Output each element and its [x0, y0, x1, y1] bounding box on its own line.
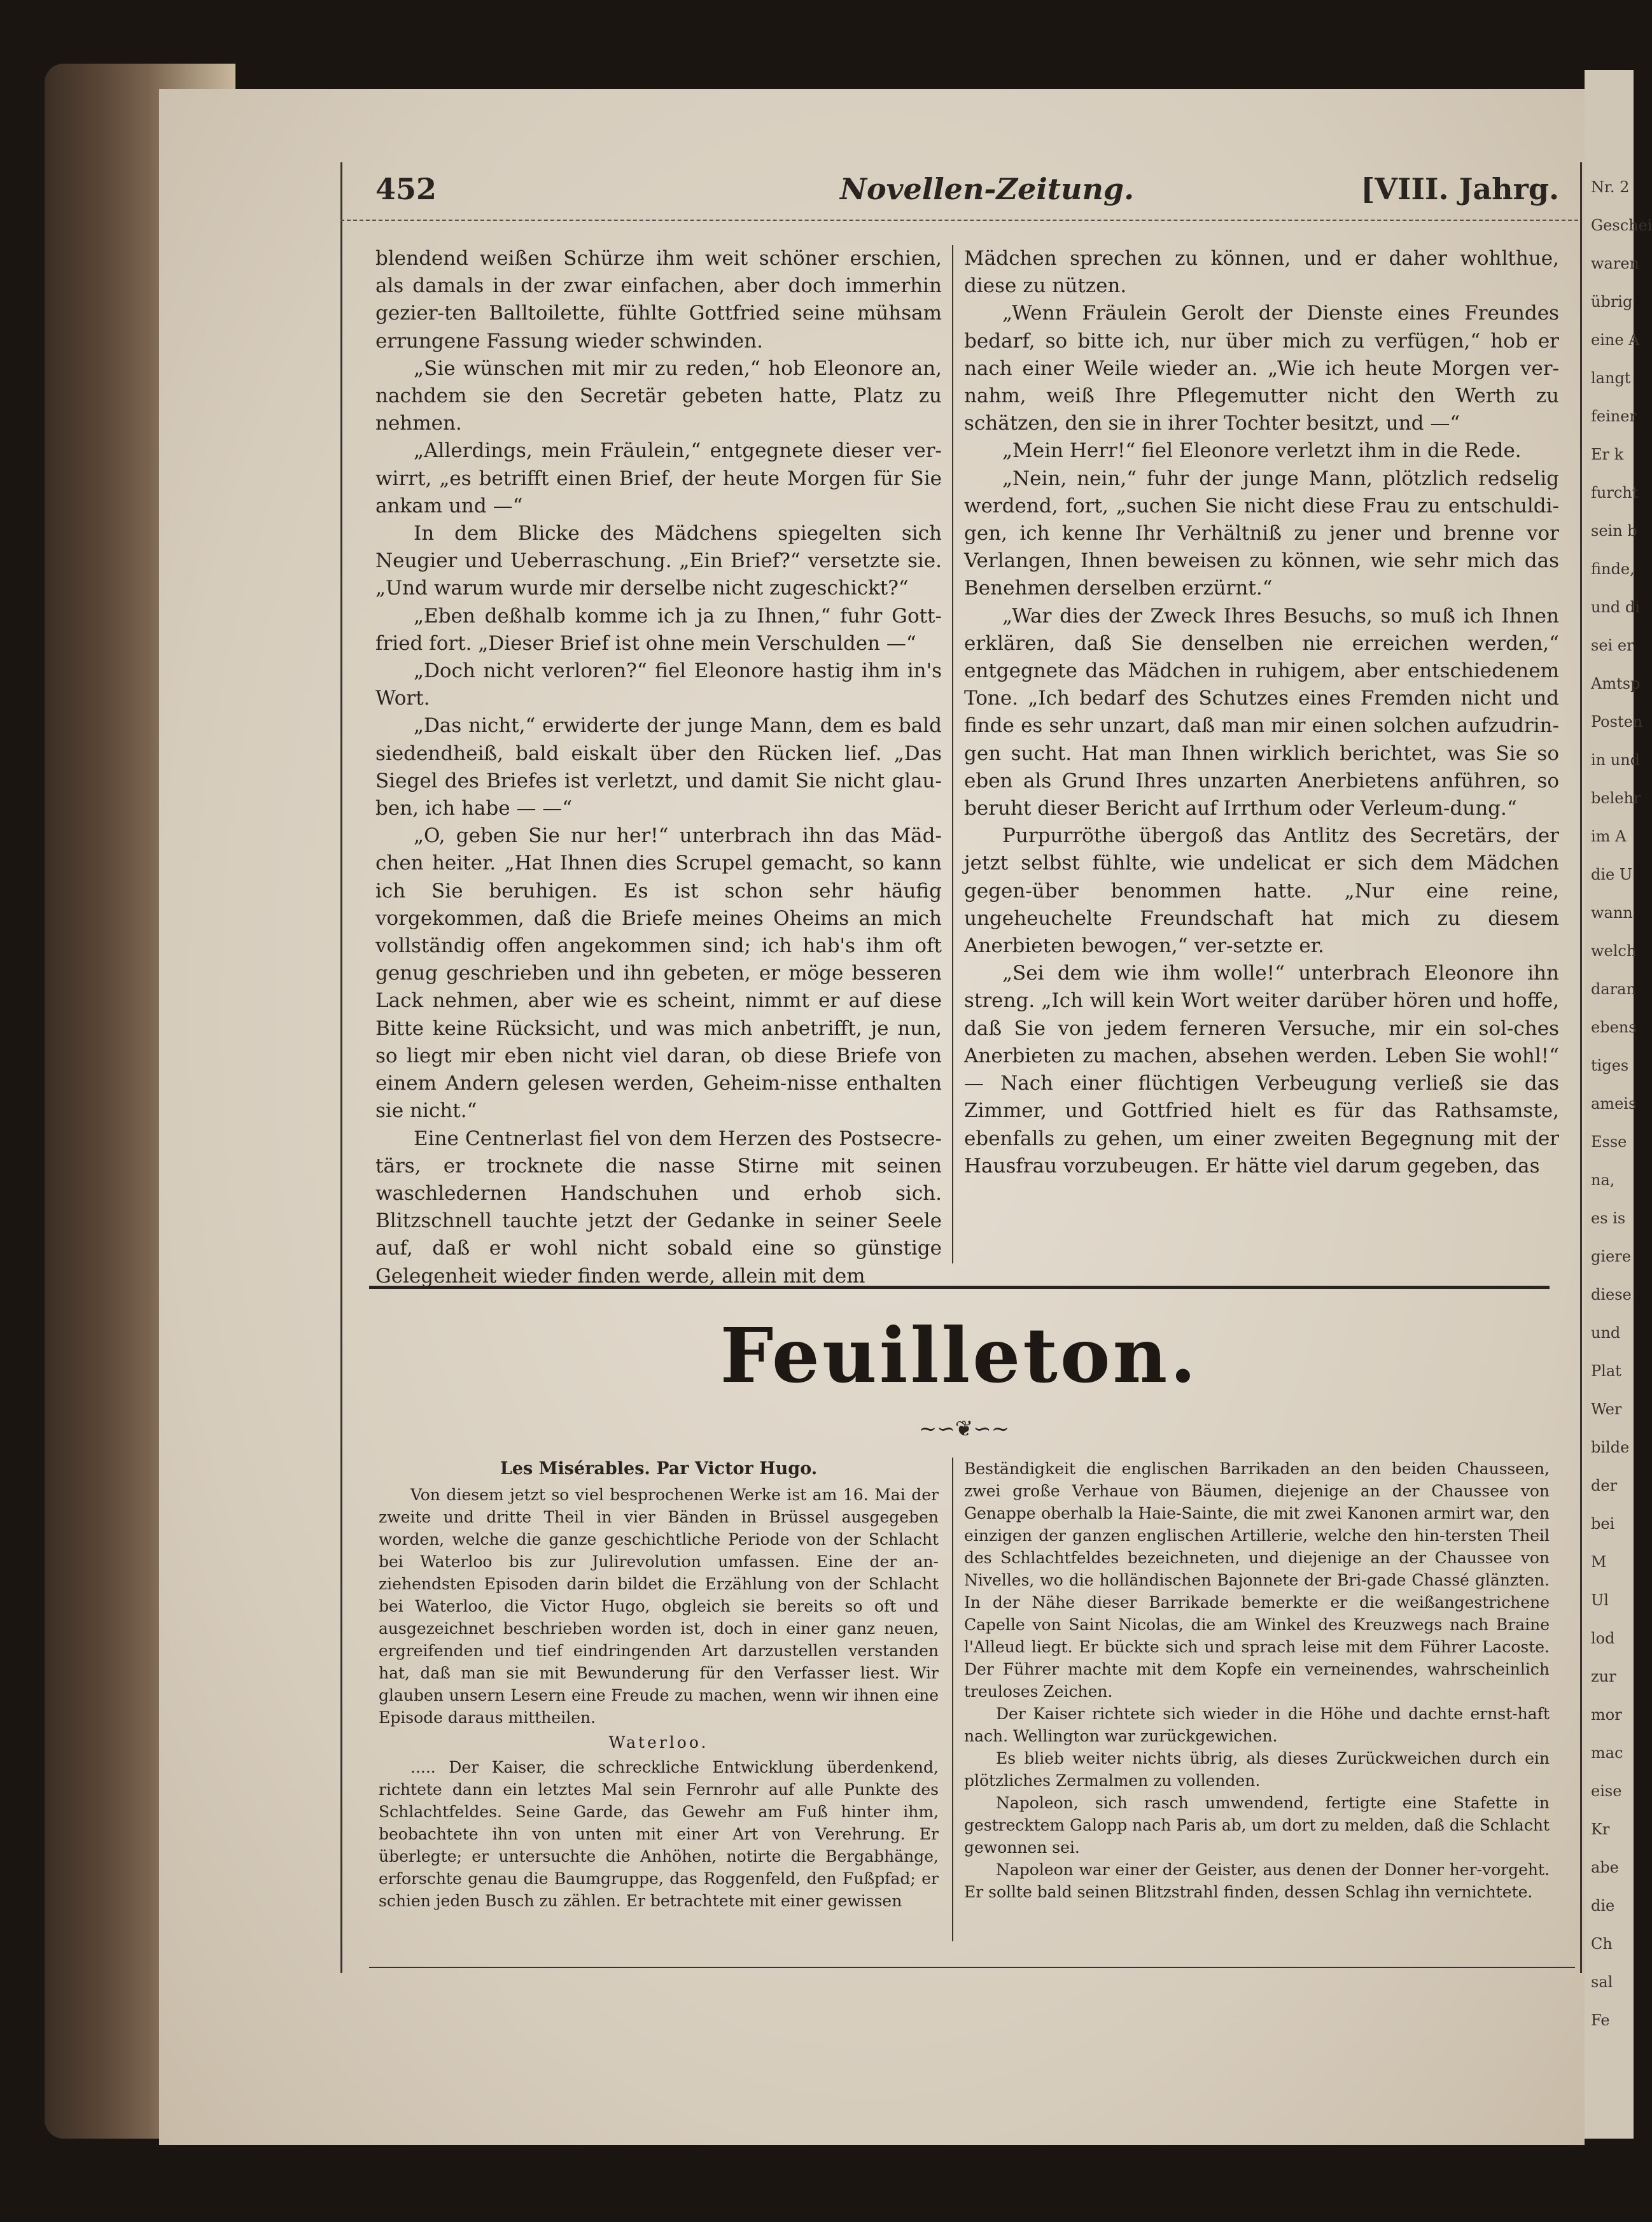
right-page-fragment: diese	[1591, 1286, 1632, 1304]
feuilleton-title: Feuilleton.	[720, 1311, 1199, 1400]
right-page-fragment: mac	[1591, 1744, 1623, 1762]
paragraph: In dem Blicke des Mädchens spiegelten sich Neugier und Ueberraschung. „Ein Brief?“ versetzte sie. „Und warum wurde mir derselbe nicht zugeschickt?“	[375, 522, 942, 600]
paragraph: „O, geben Sie nur her!“ unterbrach ihn das Mäd-chen heiter. „Hat Ihnen dies Scrupel gemacht, so kann ich Sie beruhigen. Es ist schon sehr häufig vorgekommen, daß die Briefe meines Oheims an mich vollständig offen angekommen sind; ich hab's ihm oft genug geschrieben und ihn gebeten, er möge besseren Lack nehmen, aber wie es scheint, nimmt er auf diese Bitte keine Rücksicht, und was mich anbetrifft, je nun, so liegt mir eben nicht viel daran, ob diese Briefe von einem Andern gelesen werden, Geheim-nisse enthalten sie nicht.“	[375, 824, 942, 1123]
right-page-fragment: belehr	[1591, 789, 1641, 807]
right-page-fragment: Posten	[1591, 713, 1643, 731]
right-page-fragment: langt	[1591, 369, 1631, 387]
right-page-fragment: na,	[1591, 1171, 1615, 1189]
paragraph: „Eben deßhalb komme ich ja zu Ihnen,“ fuhr Gott-fried fort. „Dieser Brief ist ohne mein Verschulden —“	[375, 604, 942, 655]
feuilleton-column-left	[379, 1458, 939, 1941]
page-number: 452	[375, 172, 437, 206]
right-page-fragment: sei er	[1591, 636, 1634, 654]
right-page-fragment: mor	[1591, 1706, 1622, 1724]
right-page-fragment: daran	[1591, 980, 1636, 998]
right-page-strip	[1585, 70, 1652, 2139]
right-page-fragment: es is	[1591, 1209, 1626, 1227]
paragraph: Von diesem jetzt so viel besprochenen Werke ist am 16. Mai der zweite und dritte Theil in vier Bänden in Brüssel ausgegeben worden, welche die ganze geschichtliche Periode von der Schlacht bei Waterloo bis zur Julirevolution umfassen. Eine der an-ziehendsten Episoden darin bildet die Erzählung von der Schlacht bei Waterloo, die Victor Hugo, obgleich sie bereits so oft und ausgezeichnet beschrieben worden ist, doch in einer ganz neuen, ergreifenden und tief eindringenden Art darzustellen verstanden hat, daß man sie mit Bewunderung für den Verfasser liest. Wir glauben unsern Lesern eine Freude zu machen, wenn wir ihnen eine Episode daraus mittheilen.	[379, 1486, 939, 1727]
right-page-fragment: Ch	[1591, 1935, 1613, 1953]
right-page-fragment: finde,	[1591, 560, 1635, 578]
article-title: Les Misérables. Par Victor Hugo.	[500, 1459, 818, 1479]
bottom-rule	[369, 1967, 1575, 1968]
right-page-fragment: Er k	[1591, 446, 1624, 463]
right-page-fragment: zur	[1591, 1668, 1616, 1685]
right-page-fragment: giere	[1591, 1248, 1631, 1265]
paragraph: Der Kaiser richtete sich wieder in die Höhe und dachte ernst-haft nach. Wellington war zurückgewichen.	[964, 1705, 1550, 1745]
right-page-fragment: ameis	[1591, 1095, 1637, 1113]
right-page-fragment: Ul	[1591, 1591, 1609, 1609]
right-page-fragment: Fe	[1591, 2011, 1610, 2029]
right-page-fragment: eise	[1591, 1782, 1622, 1800]
page-header	[375, 172, 1572, 216]
right-page-fragment: welch	[1591, 942, 1637, 960]
right-page-fragment: abe	[1591, 1859, 1619, 1876]
right-page-fragment: Plat	[1591, 1362, 1621, 1380]
paragraph: Es blieb weiter nichts übrig, als dieses Zurückweichen durch ein plötzliches Zermalmen zu vollenden.	[964, 1749, 1550, 1790]
paragraph: Napoleon, sich rasch umwendend, fertigte eine Stafette in gestrecktem Galopp nach Paris ab, um dort zu melden, daß die Schlacht gewonnen sei.	[964, 1794, 1550, 1857]
paragraph: Beständigkeit die englischen Barrikaden an den beiden Chausseen, zwei große Verhaue von Bäumen, diejenige an der Chaussee von Genappe oberhalb la Haie-Sainte, die mit zwei Kanonen armirt war, den einzigen der ganzen englischen Artillerie, welche den hin-tersten Theil des Schlachtfeldes bezeichneten, und diejenige an der Chaussee von Nivelles, wo die holländischen Bajonnete der Bri-gade Chassé glänzten. In der Nähe dieser Barrikade bemerkte er die weißangestrichene Capelle von Saint Nicolas, die am Winkel des Kreuzwegs nach Braine l'Alleud liegt. Er bückte sich und sprach leise mit dem Führer Lacoste. Der Führer machte mit dem Kopfe ein verneinendes, wahrscheinlich treuloses Zeichen.	[964, 1459, 1550, 1701]
ornament-divider: ~∽❦∽~	[918, 1416, 1010, 1442]
right-page-fragment: eine A	[1591, 331, 1640, 349]
right-page-fragment: sein b	[1591, 522, 1637, 540]
right-page-fragment: tiges	[1591, 1057, 1629, 1074]
paragraph: „Wenn Fräulein Gerolt der Dienste eines Freundes bedarf, so bitte ich, nur über mich zu verfügen,“ hob er nach einer Weile wieder an. „Wie ich heute Morgen ver-nahm, weiß Ihre Pflegemutter nicht den Werth zu schätzen, den sie in ihrer Tochter besitzt, und —“	[964, 302, 1559, 435]
right-page-fragment: Kr	[1591, 1820, 1610, 1838]
volume-year: [VIII. Jahrg.	[1361, 172, 1559, 206]
right-page-fragment: Amtsp	[1591, 675, 1641, 693]
right-page-fragment: Nr. 2	[1591, 178, 1630, 196]
paragraph: Mädchen sprechen zu können, und er daher wohlthue, diese zu nützen.	[964, 247, 1559, 298]
right-page-fragment: und di	[1591, 598, 1640, 616]
paragraph: Eine Centnerlast fiel von dem Herzen des Postsecre-tärs, er trocknete die nasse Stirne mit seinen waschledernen Handschuhen und erhob sich. Blitzschnell tauchte jetzt der Gedanke in seiner Seele auf, daß er wohl nicht sobald eine so günstige Gelegenheit wieder finden werde, allein mit dem	[375, 1127, 942, 1288]
paragraph: „Nein, nein,“ fuhr der junge Mann, plötzlich redselig werdend, fort, „suchen Sie nicht diese Frau zu entschuldi-gen, ich kenne Ihr Verhältniß zu jener und brenne vor Verlangen, Ihnen beweisen zu können, wie sehr mich das Benehmen derselben erzürnt.“	[964, 467, 1559, 600]
paragraph: blendend weißen Schürze ihm weit schöner erschien, als damals in der zwar einfachen, aber doch immerhin gezier-ten Balltoilette, fühlte Gottfried seine mühsam errungene Fassung wieder schwinden.	[375, 247, 942, 353]
right-page-fragment: und	[1591, 1324, 1621, 1342]
right-page-fragment: in und	[1591, 751, 1641, 769]
column-divider	[952, 245, 953, 1263]
right-page-fragment: ebens	[1591, 1018, 1637, 1036]
right-page-fragment: im A	[1591, 827, 1627, 845]
right-page-fragment: die	[1591, 1897, 1615, 1915]
story-column-right	[964, 245, 1559, 1263]
right-page-fragment: Esse	[1591, 1133, 1627, 1151]
right-page-fragment: sal	[1591, 1973, 1613, 1991]
right-page-fragment: Geschei	[1591, 216, 1652, 234]
right-page-fragment: M	[1591, 1553, 1607, 1571]
paragraph: „War dies der Zweck Ihres Besuchs, so muß ich Ihnen erklären, daß Sie denselben nie erreichen werden,“ entgegnete das Mädchen in ruhigem, aber entschiedenem Tone. „Ich bedarf des Schutzes eines Fremden nicht und finde es sehr unzart, daß man mir einen solchen aufzudrin-gen sucht. Hat man Ihnen wirklich berichtet, was Sie so eben als Grund Ihres unzarten Anerbietens anführen, so beruht dieser Bericht auf Irrthum oder Verleum-dung.“	[964, 604, 1559, 820]
feuilleton-rule	[369, 1286, 1550, 1289]
right-page-fragment: bilde	[1591, 1438, 1630, 1456]
right-page-fragment: waren	[1591, 255, 1639, 272]
paragraph: „Allerdings, mein Fräulein,“ entgegnete dieser ver-wirrt, „es betrifft einen Brief, der heute Morgen für Sie ankam und —“	[375, 439, 942, 517]
journal-title: Novellen-Zeitung.	[840, 172, 1135, 206]
paragraph: Napoleon war einer der Geister, aus denen der Donner her-vorgeht. Er sollte bald seinen Blitzstrahl finden, dessen Schlag ihn vernichtete.	[964, 1860, 1550, 1901]
right-page-fragment: feiner	[1591, 407, 1637, 425]
right-page-fragment: übrig	[1591, 293, 1633, 311]
right-page-fragment: der	[1591, 1477, 1618, 1494]
paragraph: „Doch nicht verloren?“ fiel Eleonore hastig ihm in's Wort.	[375, 659, 942, 710]
right-page-fragment: wann	[1591, 904, 1633, 922]
feuilleton-column-right	[964, 1458, 1550, 1941]
right-page-fragment: lod	[1591, 1629, 1615, 1647]
paragraph: ..... Der Kaiser, die schreckliche Entwicklung überdenkend, richtete dann ein letztes Mal sein Fernrohr auf alle Punkte des Schlachtfeldes. Seine Garde, das Gewehr am Fuß hinter ihm, beobachtete ihn von unten mit einer Art von Verehrung. Er überlegte; er untersuchte die Anhöhen, notirte die Bergabhänge, erforschte genau die Baumgruppe, das Roggenfeld, den Fußpfad; er schien jeden Busch zu zählen. Er betrachtete mit einer gewissen	[379, 1758, 939, 1910]
story-column-left	[375, 245, 942, 1288]
column-divider	[952, 1458, 953, 1941]
paragraph: „Mein Herr!“ fiel Eleonore verletzt ihm in die Rede.	[1002, 439, 1522, 463]
subheading: Waterloo.	[608, 1733, 709, 1752]
right-page-fragment: Wer	[1591, 1400, 1622, 1418]
header-rule	[340, 220, 1578, 221]
paragraph: „Das nicht,“ erwiderte der junge Mann, dem es bald siedendheiß, bald eiskalt über den Rücken lief. „Das Siegel des Briefes ist verletzt, und damit Sie nicht glau-ben, ich habe — —“	[375, 714, 942, 820]
right-page-fragment: furcht	[1591, 484, 1639, 502]
right-page-fragment: bei	[1591, 1515, 1615, 1533]
paragraph: „Sei dem wie ihm wolle!“ unterbrach Eleonore ihn streng. „Ich will kein Wort weiter darüber hören und hoffe, daß Sie von jedem ferneren Versuche, mir ein sol-ches Anerbieten zu machen, absehen werden. Leben Sie wohl!“ — Nach einer flüchtigen Verbeugung verließ sie das Zimmer, und Gottfried hielt es für das Rathsamste, ebenfalls zu gehen, um einer zweiten Begegnung mit der Hausfrau vorzubeugen. Er hätte viel darum gegeben, das	[964, 962, 1559, 1178]
paragraph: Purpurröthe übergoß das Antlitz des Secretärs, der jetzt selbst fühlte, wie undelicat er sich dem Mädchen gegen-über benommen hatte. „Nur eine reine, ungeheuchelte Freundschaft hat mich zu diesem Anerbieten bewogen,“ ver-setzte er.	[964, 824, 1559, 958]
paragraph: „Sie wünschen mit mir zu reden,“ hob Eleonore an, nachdem sie den Secretär gebeten hatte, Platz zu nehmen.	[375, 356, 942, 435]
right-page-fragment: die U	[1591, 866, 1633, 883]
